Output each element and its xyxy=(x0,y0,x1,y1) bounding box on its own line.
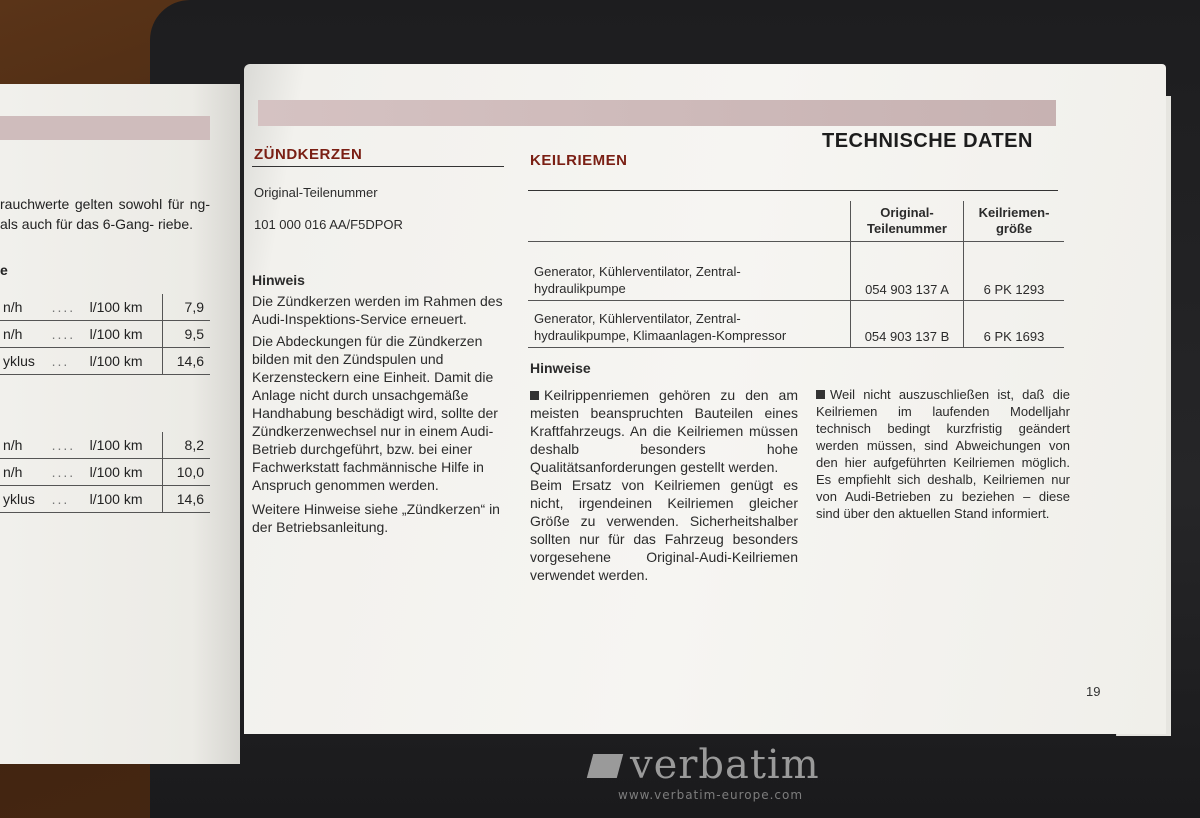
row-value: 14,6 xyxy=(163,486,210,513)
row-unit: l/100 km xyxy=(87,321,163,348)
keilriemen-table xyxy=(528,201,1064,348)
bullet-icon xyxy=(816,390,825,399)
page-title: TECHNISCHE DATEN xyxy=(822,130,1033,152)
zuendkerzen-rule xyxy=(252,166,504,167)
row-label: n/h xyxy=(0,294,49,321)
left-section-heading: e xyxy=(0,262,8,278)
row-label: n/h xyxy=(0,321,49,348)
mousepad-logo xyxy=(590,742,820,788)
row-unit: l/100 km xyxy=(87,294,163,321)
consumption-table-1 xyxy=(0,294,210,375)
table-header-row xyxy=(528,201,1064,242)
page-number: 19 xyxy=(1086,684,1101,699)
header-belt-size xyxy=(964,201,1065,242)
row-dots: ... xyxy=(49,348,87,375)
row-value: 7,9 xyxy=(163,294,210,321)
header-part-line2: Teilenummer xyxy=(867,221,947,236)
row-unit: l/100 km xyxy=(87,459,163,486)
hinweise-col1-block-1 xyxy=(530,386,798,476)
row-label: yklus xyxy=(0,486,49,513)
part-number-value: 101 000 016 AA/F5DPOR xyxy=(254,217,403,232)
row-label: n/h xyxy=(0,459,49,486)
table-row xyxy=(0,486,210,513)
part-number-label: Original-Teilenummer xyxy=(254,185,378,200)
desc-line2: hydraulikpumpe xyxy=(534,281,626,296)
hinweis-text-1: Die Zündkerzen werden im Rahmen des Audi-Inspektions-Service erneuert. xyxy=(252,293,503,327)
desc-line2: hydraulikpumpe, Klimaanlagen-Kompressor xyxy=(534,328,787,343)
row-part-number: 054 903 137 A xyxy=(851,242,964,301)
keilriemen-rule xyxy=(528,190,1058,191)
table-row xyxy=(528,301,1064,348)
row-unit: l/100 km xyxy=(87,486,163,513)
row-belt-size: 6 PK 1293 xyxy=(964,242,1065,301)
row-dots: .... xyxy=(49,432,87,459)
header-size-line1: Keilriemen- xyxy=(978,205,1050,220)
row-value: 10,0 xyxy=(163,459,210,486)
row-dots: .... xyxy=(49,294,87,321)
right-page xyxy=(244,64,1166,734)
header-blank xyxy=(528,201,851,242)
hinweis-heading: Hinweis xyxy=(252,272,305,288)
header-part-line1: Original- xyxy=(880,205,934,220)
row-label: yklus xyxy=(0,348,49,375)
row-value: 8,2 xyxy=(163,432,210,459)
row-value: 9,5 xyxy=(163,321,210,348)
row-description xyxy=(528,242,851,301)
bullet-icon xyxy=(530,391,539,400)
table-row xyxy=(0,459,210,486)
keilriemen-heading: KEILRIEMEN xyxy=(530,152,628,169)
row-dots: .... xyxy=(49,459,87,486)
row-dots: .... xyxy=(49,321,87,348)
desc-line1: Generator, Kühlerventilator, Zentral- xyxy=(534,311,741,326)
hinweise-col1-text-1: Keilrippenriemen gehören zu den am meisten beanspruchten Bauteilen eines Kraftfahrzeugs. An die Keilriemen müssen deshalb besonders hohe Qualitätsanforderungen gestellt werden. xyxy=(530,387,798,475)
table-row xyxy=(528,242,1064,301)
row-belt-size: 6 PK 1693 xyxy=(964,301,1065,348)
left-page xyxy=(0,84,240,764)
left-intro-text: rauchwerte gelten sowohl für ng- als auch für das 6-Gang- riebe. xyxy=(0,196,210,232)
header-band xyxy=(258,100,1056,126)
row-description xyxy=(528,301,851,348)
hinweise-col2-text: Weil nicht auszuschließen ist, daß die Keilriemen im laufenden Modelljahr technisch bedingt kurzfristig geändert werden müssen, sind Abweichungen von den hier aufgeführten Keilriemen möglich. Es empfiehlt sich deshalb, Keilriemen nur von Audi-Betrieben zu beziehen – diese sind über den aktuellen Stand informiert. xyxy=(816,387,1070,521)
desc-line1: Generator, Kühlerventilator, Zentral- xyxy=(534,264,741,279)
row-unit: l/100 km xyxy=(87,432,163,459)
left-header-band xyxy=(0,116,210,140)
row-unit: l/100 km xyxy=(87,348,163,375)
hinweise-col1-text-2: Beim Ersatz von Keilriemen genügt es nicht, irgendeinen Keilriemen gleicher Größe zu verwenden. Sicherheitshalber sollten nur für das Fahrzeug besonders vorgesehene Original-Audi-Keilriemen verwendet werden. xyxy=(530,477,798,583)
row-part-number: 054 903 137 B xyxy=(851,301,964,348)
hinweise-col2-block xyxy=(816,386,1070,522)
header-size-line2: größe xyxy=(995,221,1033,236)
table-row xyxy=(0,294,210,321)
hinweis-text-3: Weitere Hinweise siehe „Zündkerzen“ in der Betriebsanleitung. xyxy=(252,501,500,535)
row-value: 14,6 xyxy=(163,348,210,375)
table-row xyxy=(0,321,210,348)
table-row xyxy=(0,432,210,459)
header-part-number xyxy=(851,201,964,242)
hinweise-heading: Hinweise xyxy=(530,360,591,376)
row-dots: ... xyxy=(49,486,87,513)
consumption-table-2 xyxy=(0,432,210,513)
row-label: n/h xyxy=(0,432,49,459)
zuendkerzen-heading: ZÜNDKERZEN xyxy=(254,146,363,163)
mousepad-url: www.verbatim-europe.com xyxy=(618,788,804,802)
mousepad-brand-text: verbatim xyxy=(630,742,820,788)
hinweis-text-2: Die Abdeckungen für die Zündkerzen bilden mit den Zündspulen und Kerzensteckern eine Einheit. Damit die Anlage nicht durch unsachgemäße Handhabung beschädigt wird, sollte der Zündkerzenwechsel nur in einem Audi-Betrieb durchgeführt, bzw. bei einer Fachwerkstatt fachmännische Hilfe in Anspruch genommen werden. xyxy=(252,333,498,493)
table-row xyxy=(0,348,210,375)
